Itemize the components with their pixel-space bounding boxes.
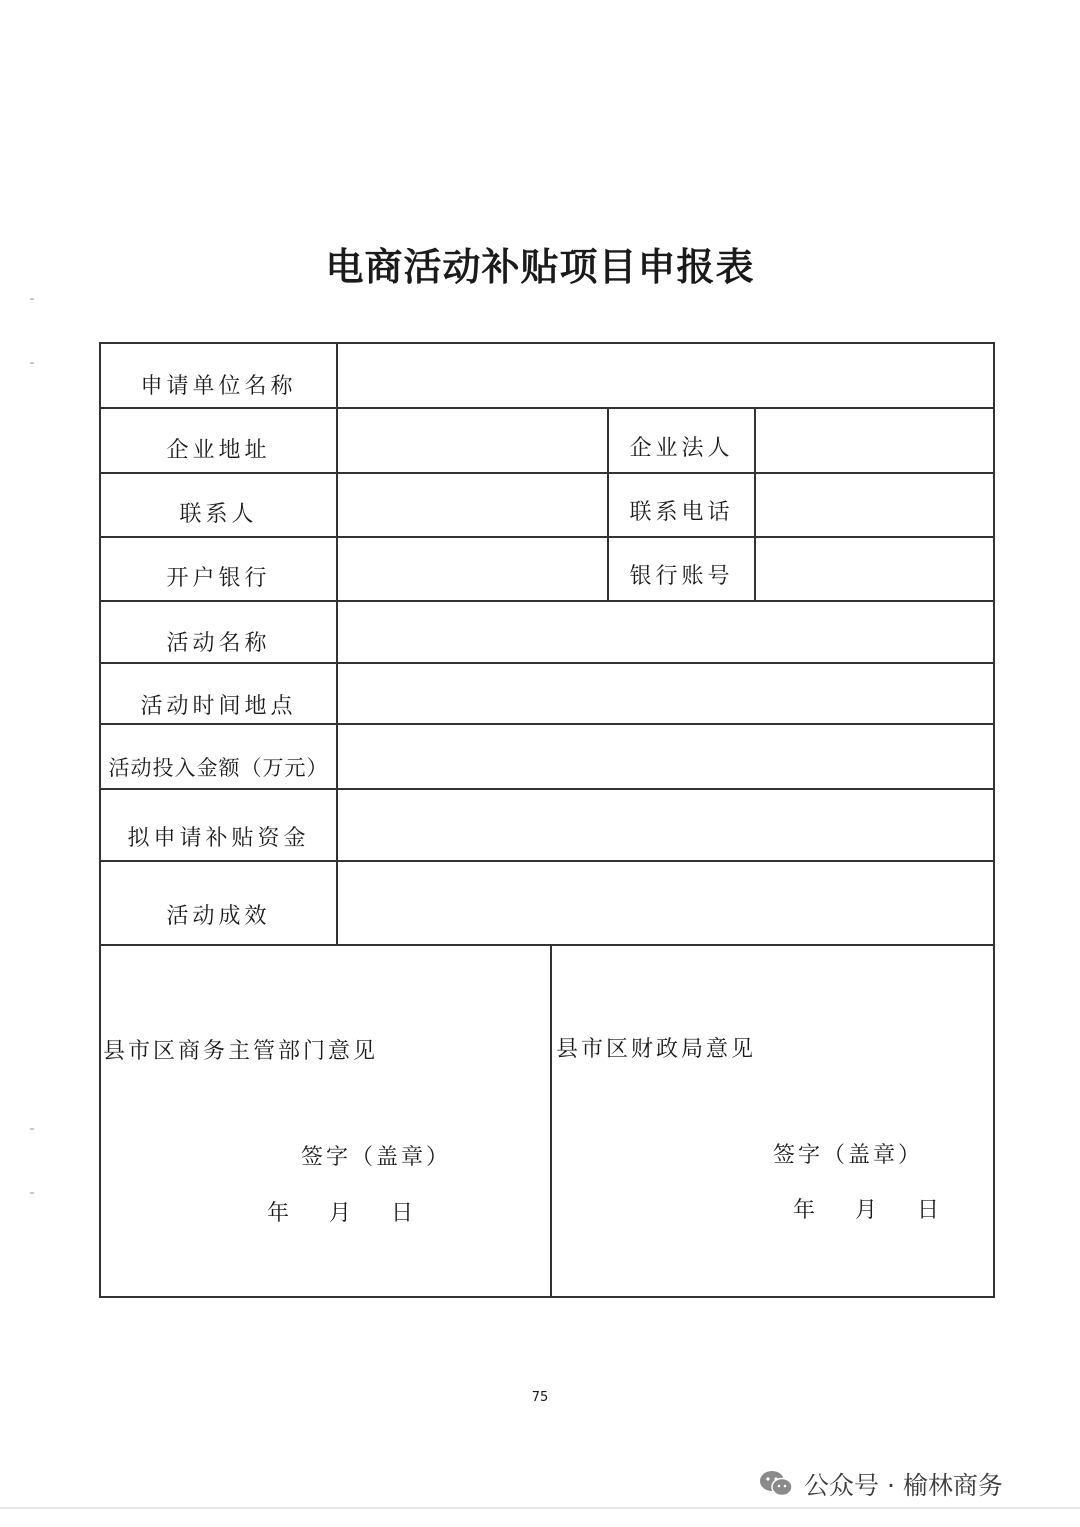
scan-mark [30,1192,34,1194]
activity-time-place-label: 活动时间地点 [140,693,297,719]
activity-name-field[interactable] [338,602,993,662]
finance-signature-label: 签字（盖章） [773,1143,924,1168]
day-label: 日 [917,1198,940,1223]
commerce-opinion-title: 县市区商务主管部门意见 [103,1039,379,1064]
table-border-right [993,342,995,1298]
commerce-signature-label: 签字（盖章） [301,1145,452,1170]
activity-time-place-field[interactable] [338,664,993,723]
company-address-field[interactable] [338,409,607,472]
legal-person-label: 企业法人 [629,435,734,461]
scan-mark [30,1128,34,1130]
investment-label: 活动投入金额（万元） [108,756,329,780]
form-title: 电商活动补贴项目申报表 [325,244,755,289]
results-field[interactable] [338,862,993,944]
wechat-icon [758,1469,794,1499]
activity-name-label: 活动名称 [166,630,271,656]
contact-person-label: 联系人 [179,501,258,527]
bank-account-field[interactable] [756,538,993,600]
legal-person-field[interactable] [756,409,993,472]
commerce-date-label [267,1196,413,1227]
bank-field[interactable] [338,538,607,600]
watermark [758,1464,1003,1504]
commerce-opinion-field[interactable] [101,1082,550,1142]
bank-label: 开户银行 [166,565,271,591]
bank-account-label: 银行账号 [629,563,734,589]
contact-person-field[interactable] [338,474,607,536]
contact-phone-field[interactable] [756,474,993,536]
applicant-name-label: 申请单位名称 [140,373,297,399]
watermark-text: 公众号 · 榆林商务 [804,1471,1003,1500]
subsidy-label: 拟申请补贴资金 [127,825,310,851]
month-label: 月 [329,1201,352,1226]
finance-opinion-title: 县市区财政局意见 [556,1037,757,1062]
year-label: 年 [793,1198,816,1223]
year-label: 年 [267,1201,290,1226]
row-divider [99,944,995,946]
finance-date-label [793,1193,939,1224]
company-address-label: 企业地址 [166,437,271,463]
table-border-bottom [99,1296,995,1298]
day-label: 日 [391,1201,414,1226]
scan-mark [30,298,34,300]
opinion-divider [550,944,552,1298]
applicant-name-field[interactable] [338,344,993,407]
contact-phone-label: 联系电话 [629,499,734,525]
finance-opinion-field[interactable] [554,1082,993,1142]
scan-mark [30,362,34,364]
page-bottom-edge [0,1507,1080,1509]
results-label: 活动成效 [166,903,271,929]
page-number: 75 [531,1390,549,1405]
subsidy-field[interactable] [338,790,993,860]
month-label: 月 [855,1198,878,1223]
application-form-table [99,342,995,1298]
investment-field[interactable] [338,725,993,788]
